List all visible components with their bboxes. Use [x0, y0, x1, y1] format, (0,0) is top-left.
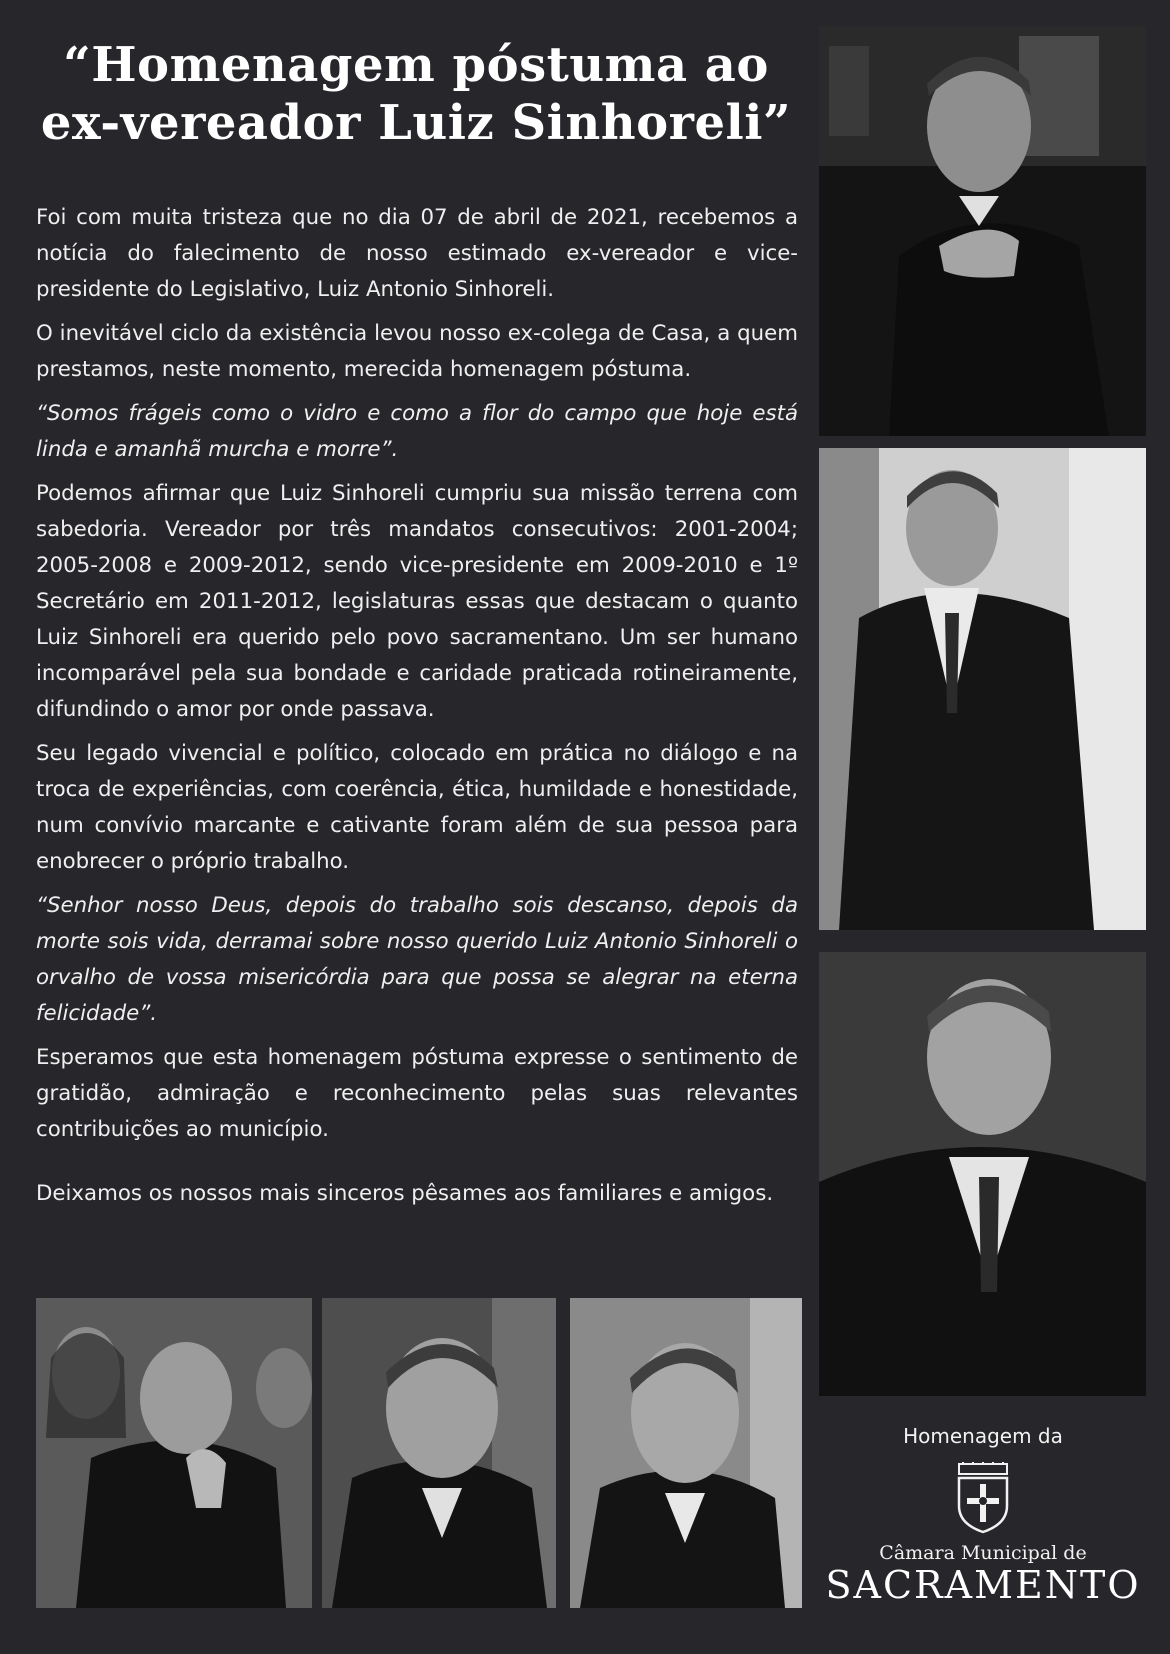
quote-fragile: “Somos frágeis como o vidro e como a flor do campo que hoje está linda e amanhã murcha e morre”. — [36, 401, 798, 462]
photo-hand-on-chest — [819, 26, 1146, 436]
paragraph-cycle: O inevitável ciclo da existência levou nosso ex-colega de Casa, a quem prestamos, neste momento, merecida homenagem póstuma. — [36, 321, 798, 382]
paragraph-intro: Foi com muita tristeza que no dia 07 de abril de 2021, recebemos a notícia do falecimento de nosso estimado ex-vereador e vice-presidente do Legislativo, Luiz Antonio Sinhoreli. — [36, 205, 798, 302]
org-name-line1: Câmara Municipal de — [879, 1542, 1087, 1564]
credit-label: Homenagem da — [903, 1424, 1063, 1448]
page-title: “Homenagem póstuma ao ex-vereador Luiz Sinhoreli” — [40, 37, 792, 151]
photo-seated-profile — [570, 1298, 802, 1608]
paragraph-gratitude: Esperamos que esta homenagem póstuma expresse o sentimento de gratidão, admiração e reconhecimento pelas suas relevantes contribuições ao município. — [36, 1045, 798, 1142]
paragraph-condolences: Deixamos os nossos mais sinceros pêsames aos familiares e amigos. — [36, 1181, 774, 1206]
paragraph-career: Podemos afirmar que Luiz Sinhoreli cumpriu sua missão terrena com sabedoria. Vereador por três mandatos consecutivos: 2001-2004; 2005-2008 e 2009-2012, sendo vice-presidente em 2009-2010 e 1º Secretário em 2011-2012, legislaturas essas que destacam o quanto Luiz Sinhoreli era querido pelo povo sacramentano. Um ser humano incomparável pela sua bondade e caridade praticada rotineiramente, difundindo o amor por onde passava. — [36, 481, 798, 722]
photo-formal-portrait — [819, 952, 1146, 1396]
credit-block — [820, 1424, 1146, 1606]
photo-listening — [322, 1298, 556, 1608]
quote-prayer: “Senhor nosso Deus, depois do trabalho sois descanso, depois da morte sois vida, derramai sobre nosso querido Luiz Antonio Sinhoreli o orvalho de vossa misericórdia para que possa se alegrar na eterna felicidade”. — [36, 893, 798, 1026]
paragraph-legacy: Seu legado vivencial e político, colocado em prática no diálogo e na troca de experiências, com coerência, ética, humildade e honestidade, num convívio marcante e cativante foram além de sua pessoa para enobrecer o próprio trabalho. — [36, 741, 798, 874]
photo-praying — [36, 1298, 312, 1608]
article-body — [36, 200, 798, 1220]
org-name-line2: SACRAMENTO — [825, 1563, 1141, 1607]
photo-standing-portrait — [819, 448, 1146, 930]
city-seal-icon — [953, 1462, 1013, 1534]
